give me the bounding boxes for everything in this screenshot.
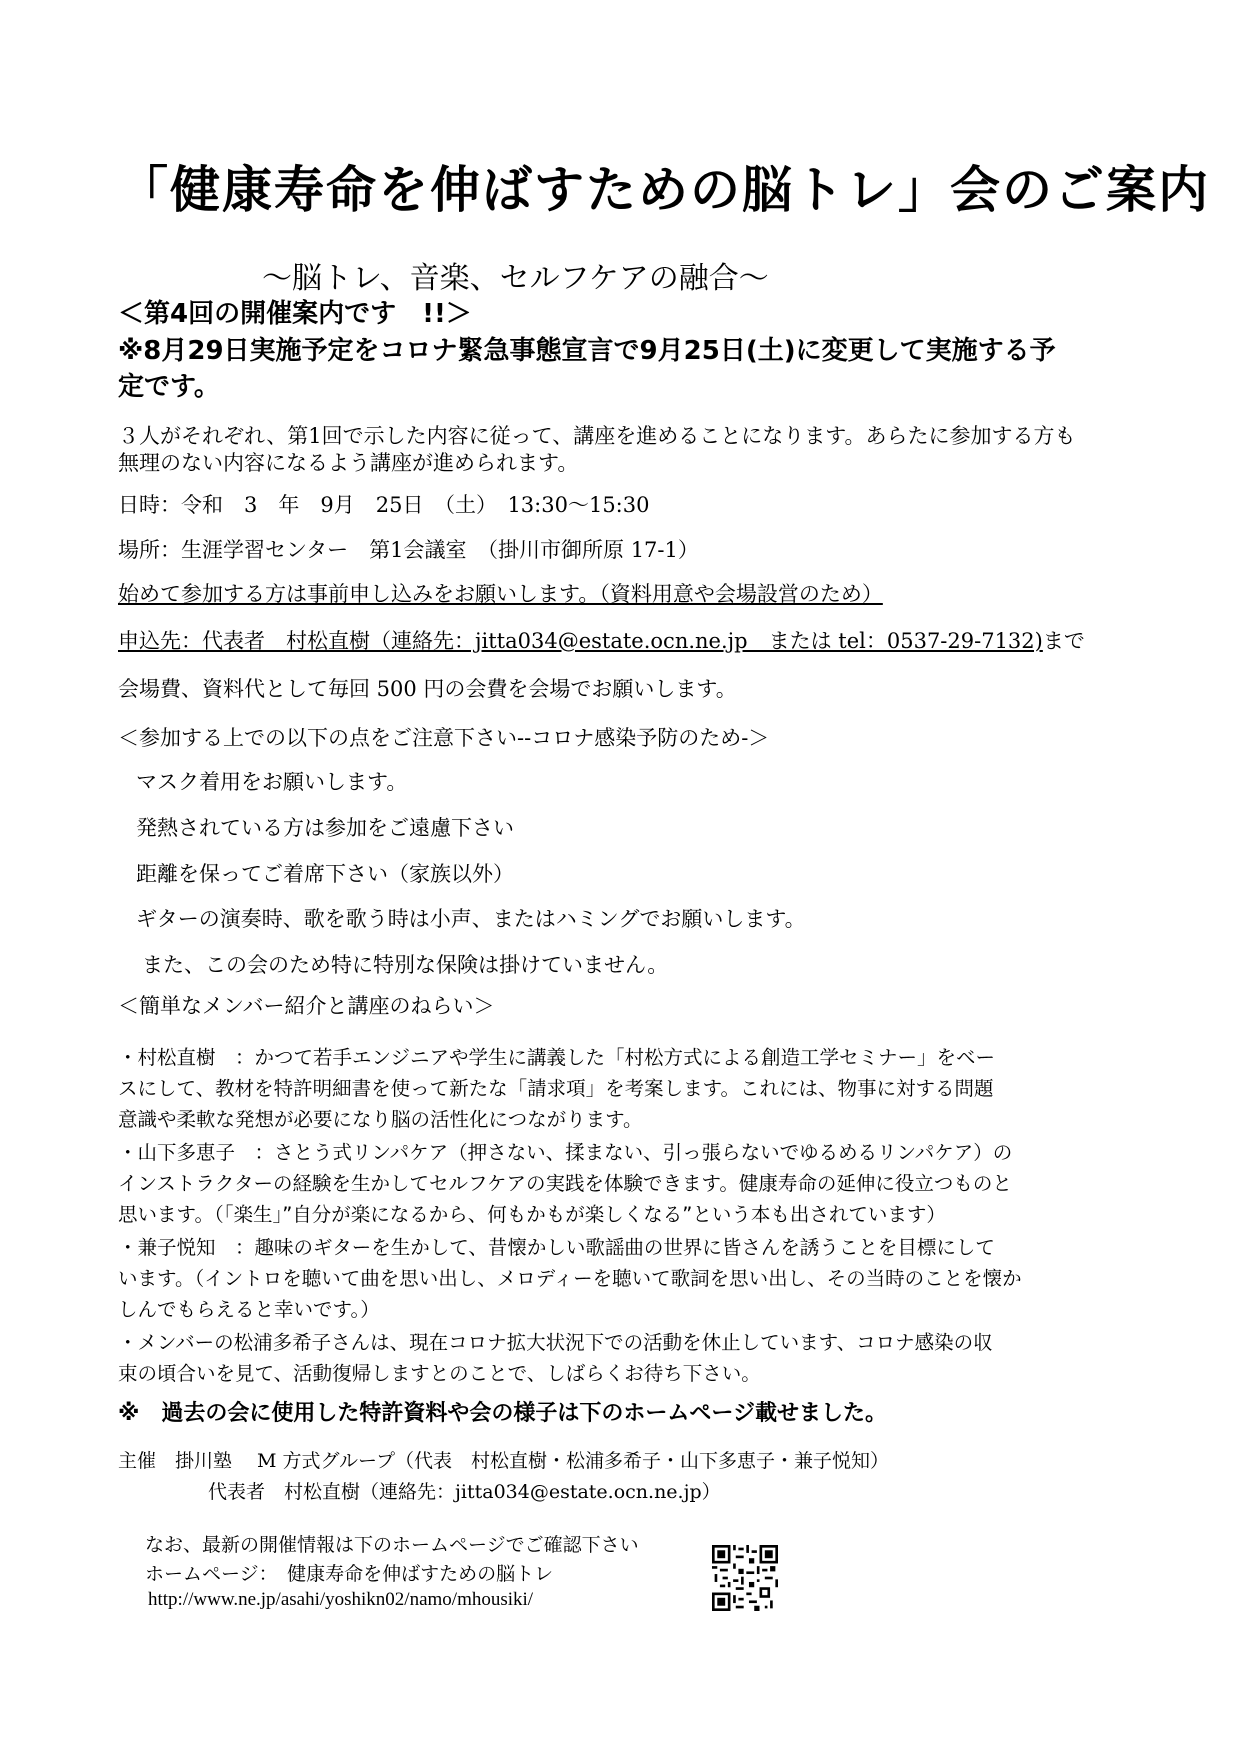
homepage-url[interactable]: http://www.ne.jp/asahi/yoshikn02/namo/mhousiki/ xyxy=(148,1589,534,1610)
member-line: 思います。（「楽生」”自分が楽になるから、何もかもが楽しくなる”という本も出されています） xyxy=(118,1203,946,1226)
notice-line-1: ＜第4回の開催案内です !!＞ xyxy=(118,299,472,329)
member-line: スにして、教材を特許明細書を使って新たな「請求項」を考案します。これには、物事に対する問題 xyxy=(118,1077,994,1100)
notice-line-3: 定です。 xyxy=(118,372,220,402)
member-line: います。（イントロを聴いて曲を思い出し、メロディーを聴いて歌詞を思い出し、その当時のことを懐か xyxy=(118,1267,1022,1290)
member-entry-kaneko xyxy=(118,1232,1022,1325)
members-heading: ＜簡単なメンバー紹介と講座のねらい＞ xyxy=(118,994,495,1018)
contact-info: 申込先：代表者 村松直樹（連絡先：jitta034@estate.ocn.ne.jp または tel：0537-29-7132) xyxy=(118,629,1043,653)
subtitle: 〜脳トレ、音楽、セルフケアの融合〜 xyxy=(262,261,769,296)
member-line: 束の頃合いを見て、活動復帰しますとのことで、しばらくお待ち下さい。 xyxy=(118,1362,761,1385)
member-entry-yamashita xyxy=(118,1137,1012,1230)
homepage-label: ホームページ： 健康寿命を伸ばすための脳トレ xyxy=(145,1563,554,1585)
member-line: ・メンバーの松浦多希子さんは、現在コロナ拡大状況下での活動を休止しています、コロナ感染の収 xyxy=(118,1331,993,1354)
page-title: 「健康寿命を伸ばすための脳トレ」会のご案内 xyxy=(118,160,1210,219)
caution-item: 発熱されている方は参加をご遠慮下さい xyxy=(136,816,514,840)
member-line: インストラクターの経験を生かしてセルフケアの実践を体験できます。健康寿命の延伸に役立つものと xyxy=(118,1172,1012,1195)
notice-line-2: ※8月29日実施予定をコロナ緊急事態宣言で9月25日(土)に変更して実施する予 xyxy=(118,336,1056,366)
fee-note: 会場費、資料代として毎回 500 円の会費を会場でお願いします。 xyxy=(118,677,737,701)
member-line: ・村松直樹 ：かつて若手エンジニアや学生に講義した「村松方式による創造工学セミナー」をベー xyxy=(118,1046,996,1069)
organizer-line: 主催 掛川塾 M 方式グループ（代表 村松直樹・松浦多希子・山下多恵子・兼子悦知） xyxy=(118,1450,890,1472)
event-datetime: 日時：令和 3 年 9月 25日 （土） 13:30〜15:30 xyxy=(118,493,650,517)
contact-tail: まで xyxy=(1042,629,1085,653)
event-place: 場所：生涯学習センター 第1会議室 （掛川市御所原 17-1） xyxy=(118,538,699,562)
caution-item: また、この会のため特に特別な保険は掛けていません。 xyxy=(142,953,669,977)
member-line: しんでもらえると幸いです。） xyxy=(118,1298,380,1321)
caution-item: マスク着用をお願いします。 xyxy=(136,770,408,794)
member-line: ・兼子悦知 ：趣味のギターを生かして、昔懐かしい歌謡曲の世界に皆さんを誘うことを目標にして xyxy=(118,1236,995,1259)
intro-line-2: 無理のない内容になるよう講座が進められます。 xyxy=(118,451,579,475)
footer-note: なお、最新の開催情報は下のホームページでご確認下さい xyxy=(145,1534,639,1556)
contact-line xyxy=(118,625,1085,655)
registration-note: 始めて参加する方は事前申し込みをお願いします。（資料用意や会場設営のため） xyxy=(118,582,883,606)
member-line: 意識や柔軟な発想が必要になり脳の活性化につながります。 xyxy=(118,1108,643,1131)
past-materials-note: ※ 過去の会に使用した特許資料や会の様子は下のホームページ載せました。 xyxy=(118,1401,887,1426)
caution-heading: ＜参加する上での以下の点をご注意下さい--コロナ感染予防のため-＞ xyxy=(118,726,770,750)
representative-line: 代表者 村松直樹（連絡先：jitta034@estate.ocn.ne.jp） xyxy=(208,1481,721,1503)
caution-item: 距離を保ってご着席下さい（家族以外） xyxy=(136,862,514,886)
member-line: ・山下多恵子 ：さとう式リンパケア（押さない、揉まない、引っ張らないでゆるめるリンパケア）の xyxy=(118,1141,1013,1164)
intro-line-1: ３人がそれぞれ、第1回で示した内容に従って、講座を進めることになります。あらたに参加する方も xyxy=(118,424,1076,448)
qr-code-icon xyxy=(712,1545,778,1611)
member-entry-matsuura xyxy=(118,1327,993,1389)
member-entry-muramatsu xyxy=(118,1042,995,1135)
caution-item: ギターの演奏時、歌を歌う時は小声、またはハミングでお願いします。 xyxy=(136,907,806,931)
